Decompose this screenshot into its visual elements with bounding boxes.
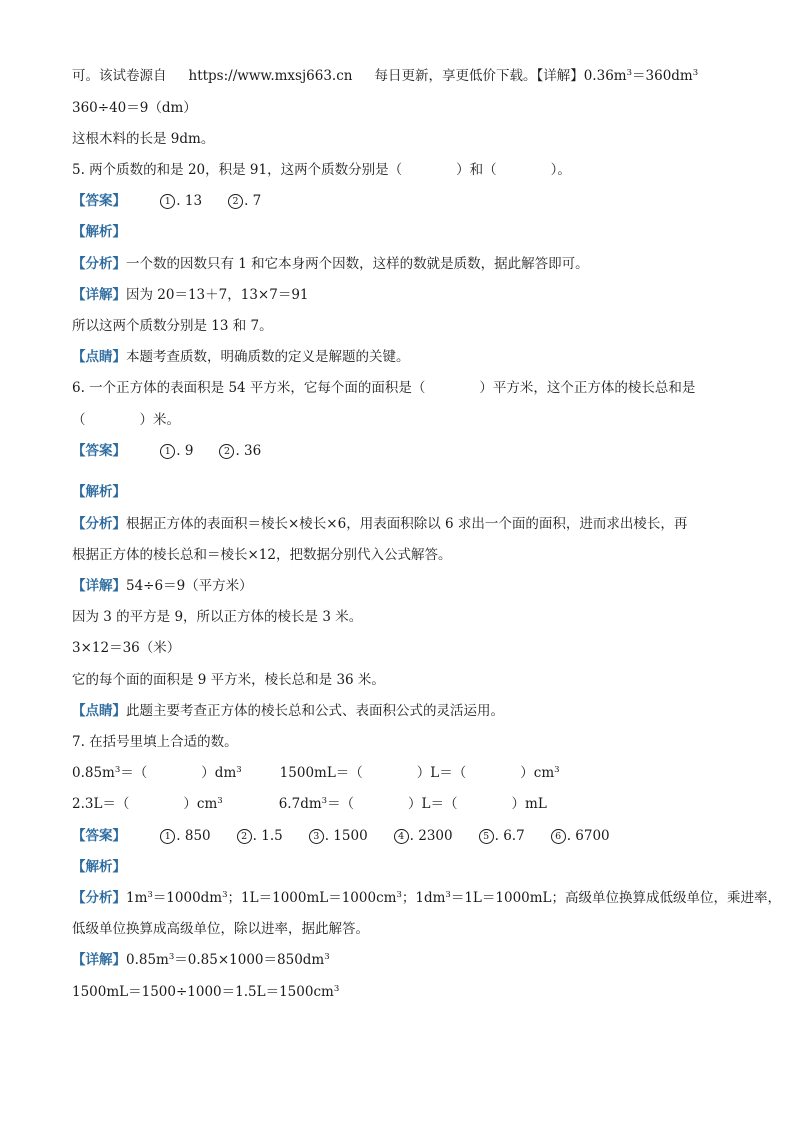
answer-line [72,441,287,461]
circled-number-icon: 1 [160,194,175,209]
text-line: 【详解】因为 20＝13＋7，13×7＝91 [72,287,309,303]
circled-number-icon: 2 [237,829,252,844]
text-line: 【点睛】此题主要考查正方体的棱长总和公式、表面积公式的灵活运用。 [72,703,504,719]
answer-value: . 1500 [324,828,368,844]
answer-item [394,826,453,846]
circled-number-icon: 2 [228,194,243,209]
text-line: 【分析】一个数的因数只有 1 和它本身两个因数，这样的数就是质数，据此解答即可。 [72,256,589,272]
answer-items [160,828,635,844]
analysis-heading: 【解析】 [72,484,126,500]
answer-item [160,441,193,461]
answer-items [160,193,287,209]
text-line: $1500mL=1500\div 1000=1.5L=1500cm^3$ [72,984,340,1000]
circled-number-icon: 4 [394,829,409,844]
text-line: 可。该试卷源自 https://www.mxsj663.cn 每日更新，享更低价下载。【详解】$0.36m^3=360dm^3$ [72,68,699,84]
analysis-heading: 【解析】 [72,859,126,875]
circled-number-icon: 3 [309,829,324,844]
text-line: 【点睛】本题考查质数，明确质数的定义是解题的关键。 [72,349,410,365]
answer-label: 【答案】 [72,828,126,844]
answer-item [160,191,202,211]
text-line: 【分析】$1m^3=1000dm^3$；$1L=1000mL=1000cm^3$；$1dm^3=1L=1000mL$；高级单位换算成低级单位，乘进率， [72,890,782,906]
answer-value: . 6700 [566,828,610,844]
answer-item [228,191,261,211]
text-line: 所以这两个质数分别是 13 和 7。 [72,318,273,334]
answer-value: . 1.5 [252,828,283,844]
answer-item [479,826,525,846]
text-line: 【详解】$0.85m^3=0.85\times 1000=850dm^3$ [72,952,330,968]
answer-value: . 9 [176,443,194,459]
text-line: 它的每个面的面积是 9 平方米，棱长总和是 36 米。 [72,672,385,688]
text-line: $0.85m^3=$（ ）$dm^3$ 1500mL＝（ ）L＝（ ）$cm^3$ [72,765,560,781]
text-line: 根据正方体的棱长总和＝棱长×12，把数据分别代入公式解答。 [72,547,452,563]
text-line: 360÷40＝9（dm） [72,100,197,116]
text-line: 2.3L＝（ ）$cm^3$ $6.7dm^3=$（ ）L＝（ ）mL [72,796,547,812]
circled-number-icon: 1 [160,829,175,844]
answer-label: 【答案】 [72,443,126,459]
text-line: 低级单位换算成高级单位，除以进率，据此解答。 [72,921,369,937]
text-line: 【详解】54÷6＝9（平方米） [72,578,253,594]
text-line: 因为 3 的平方是 9，所以正方体的棱长是 3 米。 [72,609,363,625]
circled-number-icon: 1 [160,444,175,459]
answer-item [160,826,210,846]
answer-value: . 13 [176,193,203,209]
answer-item [237,826,283,846]
answer-item [551,826,610,846]
answer-line [72,826,636,846]
text-line: 这根木料的长是 9dm。 [72,131,215,147]
question-5: 5. 两个质数的和是 20，积是 91，这两个质数分别是（ ）和（ ）。 [72,162,571,178]
question-7: 7. 在括号里填上合适的数。 [72,734,238,750]
answer-line [72,191,287,211]
text-line: 3×12＝36（米） [72,640,181,656]
analysis-heading: 【解析】 [72,224,126,240]
circled-number-icon: 2 [219,444,234,459]
answer-value: . 7 [244,193,262,209]
answer-value: . 6.7 [494,828,525,844]
source-url[interactable]: https://www.mxsj663.cn [188,68,353,84]
answer-item [219,441,261,461]
answer-value: . 36 [235,443,262,459]
answer-value: . 2300 [409,828,453,844]
circled-number-icon: 5 [479,829,494,844]
circled-number-icon: 6 [551,829,566,844]
answer-label: 【答案】 [72,193,126,209]
answer-item [309,826,368,846]
text-line: （ ）米。 [72,412,180,428]
question-6: 6. 一个正方体的表面积是 54 平方米，它每个面的面积是（ ）平方米，这个正方体的棱长总和是 [72,380,696,396]
answer-items [160,443,287,459]
answer-value: . 850 [176,828,211,844]
text-line: 【分析】根据正方体的表面积＝棱长×棱长×6，用表面积除以 6 求出一个面的面积，进而求出棱长，再 [72,516,688,532]
